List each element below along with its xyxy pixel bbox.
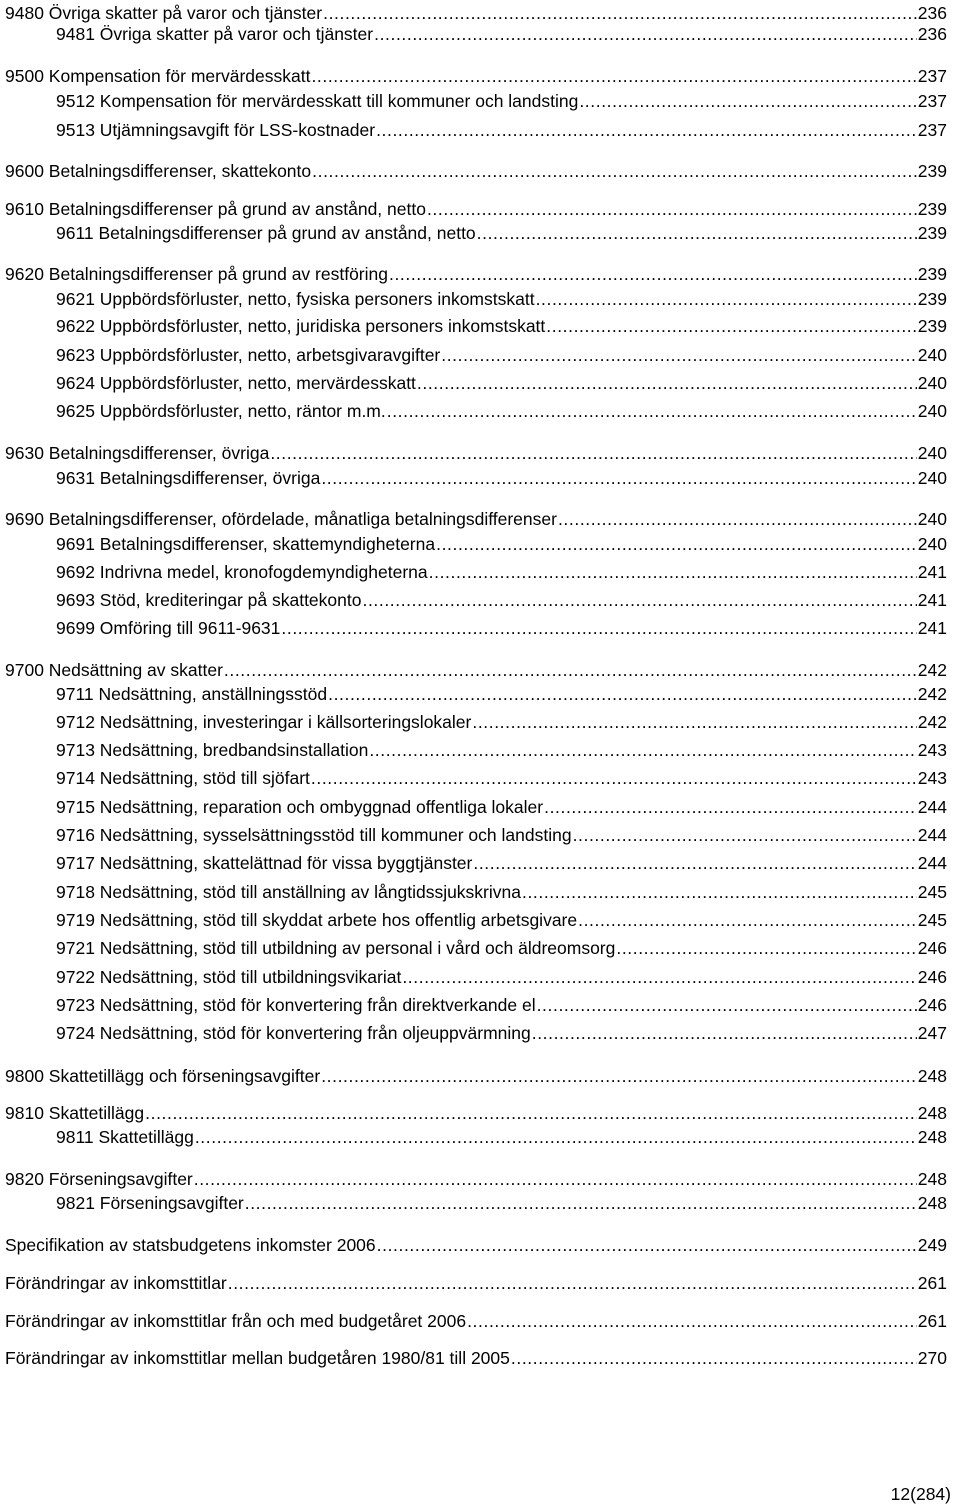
toc-dot-leader bbox=[376, 118, 917, 142]
toc-entry-page: 240 bbox=[917, 443, 947, 463]
toc-entry-label: 9714 Nedsättning, stöd till sjöfart bbox=[56, 768, 310, 788]
toc-entry-label: 9811 Skattetillägg bbox=[56, 1127, 194, 1147]
toc-entry-page: 242 bbox=[917, 684, 947, 704]
toc-entry-page: 239 bbox=[917, 199, 947, 219]
toc-entry-label: 9810 Skattetillägg bbox=[5, 1103, 145, 1123]
toc-entry-page: 236 bbox=[917, 24, 947, 44]
toc-entry-page: 243 bbox=[917, 768, 947, 788]
toc-entry[interactable] bbox=[56, 1191, 947, 1215]
toc-entry-label: 9718 Nedsättning, stöd till anställning av långtidssjukskrivna bbox=[56, 882, 521, 902]
toc-entry-label: 9711 Nedsättning, anställningsstöd bbox=[56, 684, 328, 704]
toc-entry[interactable] bbox=[5, 64, 947, 88]
toc-entry[interactable] bbox=[5, 507, 947, 531]
toc-entry[interactable] bbox=[56, 795, 947, 819]
toc-entry-page: 249 bbox=[917, 1235, 947, 1255]
toc-dot-leader bbox=[477, 221, 917, 245]
toc-dot-leader bbox=[387, 399, 917, 423]
toc-entry-label: 9800 Skattetillägg och förseningsavgifter bbox=[5, 1066, 321, 1086]
toc-entry[interactable] bbox=[5, 1346, 947, 1370]
toc-entry-page: 239 bbox=[917, 223, 947, 243]
page-number: 12(284) bbox=[890, 1484, 951, 1504]
toc-entry-label: 9713 Nedsättning, bredbandsinstallation bbox=[56, 740, 369, 760]
toc-entry[interactable] bbox=[56, 851, 947, 875]
toc-entry-page: 245 bbox=[917, 910, 947, 930]
toc-entry-label: 9693 Stöd, krediteringar på skattekonto bbox=[56, 590, 362, 610]
toc-entry-label: 9691 Betalningsdifferenser, skattemyndigheterna bbox=[56, 534, 436, 554]
toc-entry[interactable] bbox=[56, 823, 947, 847]
toc-entry-label: 9611 Betalningsdifferenser på grund av anstånd, netto bbox=[56, 223, 476, 243]
toc-entry[interactable] bbox=[56, 936, 947, 960]
toc-dot-leader bbox=[228, 1271, 917, 1295]
toc-entry-page: 240 bbox=[917, 345, 947, 365]
toc-entry[interactable] bbox=[56, 118, 947, 142]
toc-entry-page: 239 bbox=[917, 316, 947, 336]
toc-entry[interactable] bbox=[56, 908, 947, 932]
toc-dot-leader bbox=[472, 710, 916, 734]
toc-dot-leader bbox=[195, 1125, 917, 1149]
toc-entry-label: 9623 Uppbördsförluster, netto, arbetsgivaravgifter bbox=[56, 345, 441, 365]
toc-entry-page: 239 bbox=[917, 264, 947, 284]
toc-entry[interactable] bbox=[56, 738, 947, 762]
toc-entry[interactable] bbox=[56, 993, 947, 1017]
toc-entry-page: 246 bbox=[917, 938, 947, 958]
toc-dot-leader bbox=[522, 880, 917, 904]
toc-entry-label: 9700 Nedsättning av skatter bbox=[5, 660, 223, 680]
toc-dot-leader bbox=[558, 507, 917, 531]
toc-entry-label: 9717 Nedsättning, skattelättnad för vissa byggtjänster bbox=[56, 853, 473, 873]
toc-entry-page: 261 bbox=[917, 1311, 947, 1331]
toc-dot-leader bbox=[389, 262, 917, 286]
toc-dot-leader bbox=[417, 371, 917, 395]
toc-entry[interactable] bbox=[56, 22, 947, 46]
toc-entry-label: 9821 Förseningsavgifter bbox=[56, 1193, 244, 1213]
toc-dot-leader bbox=[473, 851, 916, 875]
toc-entry-label: 9724 Nedsättning, stöd för konvertering från oljeuppvärmning bbox=[56, 1023, 531, 1043]
toc-entry-page: 241 bbox=[917, 562, 947, 582]
toc-entry-label: 9620 Betalningsdifferenser på grund av restföring bbox=[5, 264, 388, 284]
toc-entry[interactable] bbox=[5, 159, 947, 183]
toc-dot-leader bbox=[578, 908, 917, 932]
toc-dot-leader bbox=[321, 1064, 917, 1088]
toc-entry[interactable] bbox=[56, 588, 947, 612]
toc-entry-label: 9721 Nedsättning, stöd till utbildning av personal i vård och äldreomsorg bbox=[56, 938, 616, 958]
toc-dot-leader bbox=[511, 1346, 917, 1370]
toc-entry-page: 240 bbox=[917, 509, 947, 529]
toc-entry-label: 9631 Betalningsdifferenser, övriga bbox=[56, 468, 321, 488]
toc-entry-label: 9699 Omföring till 9611-9631 bbox=[56, 618, 281, 638]
toc-entry-page: 248 bbox=[917, 1066, 947, 1086]
toc-entry-page: 270 bbox=[917, 1348, 947, 1368]
toc-entry-page: 245 bbox=[917, 882, 947, 902]
toc-dot-leader bbox=[311, 64, 916, 88]
toc-entry-page: 248 bbox=[917, 1127, 947, 1147]
toc-entry-page: 248 bbox=[917, 1169, 947, 1189]
toc-entry-label: Förändringar av inkomsttitlar mellan budgetåren 1980/81 till 2005 bbox=[5, 1348, 510, 1368]
toc-entry[interactable] bbox=[56, 371, 947, 395]
toc-dot-leader bbox=[436, 532, 917, 556]
toc-entry[interactable] bbox=[56, 1021, 947, 1045]
toc-entry-label: 9621 Uppbördsförluster, netto, fysiska personers inkomstskatt bbox=[56, 289, 535, 309]
toc-entry[interactable] bbox=[5, 197, 947, 221]
toc-entry[interactable] bbox=[56, 682, 947, 706]
toc-dot-leader bbox=[312, 159, 917, 183]
toc-dot-leader bbox=[194, 1167, 917, 1191]
toc-entry-page: 237 bbox=[917, 66, 947, 86]
toc-dot-leader bbox=[145, 1101, 917, 1125]
toc-entry-page: 240 bbox=[917, 373, 947, 393]
toc-dot-leader bbox=[377, 1233, 917, 1257]
toc-entry-label: 9716 Nedsättning, sysselsättningsstöd till kommuner och landsting bbox=[56, 825, 572, 845]
toc-entry[interactable] bbox=[56, 466, 947, 490]
toc-entry[interactable] bbox=[56, 710, 947, 734]
toc-entry-page: 239 bbox=[917, 289, 947, 309]
toc-entry-page: 237 bbox=[917, 120, 947, 140]
toc-entry-page: 244 bbox=[917, 853, 947, 873]
toc-entry-page: 261 bbox=[917, 1273, 947, 1293]
toc-dot-leader bbox=[536, 287, 917, 311]
toc-entry-label: 9624 Uppbördsförluster, netto, mervärdesskatt bbox=[56, 373, 416, 393]
toc-entry-page: 240 bbox=[917, 468, 947, 488]
toc-entry-label: 9690 Betalningsdifferenser, ofördelade, månatliga betalningsdifferenser bbox=[5, 509, 557, 529]
toc-entry-label: 9722 Nedsättning, stöd till utbildningsvikariat bbox=[56, 967, 402, 987]
toc-entry-page: 246 bbox=[917, 995, 947, 1015]
toc-entry-label: 9820 Förseningsavgifter bbox=[5, 1169, 193, 1189]
toc-dot-leader bbox=[537, 993, 917, 1017]
toc-entry[interactable] bbox=[5, 1233, 947, 1257]
toc-entry-page: 239 bbox=[917, 161, 947, 181]
toc-dot-leader bbox=[467, 1309, 917, 1333]
toc-entry[interactable] bbox=[5, 1309, 947, 1333]
toc-entry[interactable] bbox=[56, 1125, 947, 1149]
toc-entry[interactable] bbox=[56, 89, 947, 113]
toc-entry-label: Specifikation av statsbudgetens inkomster 2006 bbox=[5, 1235, 376, 1255]
toc-entry[interactable] bbox=[56, 880, 947, 904]
toc-entry[interactable] bbox=[56, 560, 947, 584]
toc-entry-label: Förändringar av inkomsttitlar bbox=[5, 1273, 227, 1293]
toc-entry-label: Förändringar av inkomsttitlar från och med budgetåret 2006 bbox=[5, 1311, 467, 1331]
toc-entry-label: 9630 Betalningsdifferenser, övriga bbox=[5, 443, 270, 463]
toc-dot-leader bbox=[402, 965, 916, 989]
toc-entry[interactable] bbox=[56, 287, 947, 311]
toc-dot-leader bbox=[427, 197, 917, 221]
toc-entry-label: 9600 Betalningsdifferenser, skattekonto bbox=[5, 161, 312, 181]
toc-entry[interactable] bbox=[5, 1271, 947, 1295]
toc-entry[interactable] bbox=[5, 441, 947, 465]
toc-dot-leader bbox=[328, 682, 917, 706]
toc-entry[interactable] bbox=[56, 965, 947, 989]
toc-entry-page: 246 bbox=[917, 967, 947, 987]
toc-dot-leader bbox=[374, 22, 917, 46]
toc-entry-page: 242 bbox=[917, 660, 947, 680]
toc-entry-page: 243 bbox=[917, 740, 947, 760]
toc-entry-label: 9692 Indrivna medel, kronofogdemyndigheterna bbox=[56, 562, 428, 582]
toc-dot-leader bbox=[579, 89, 916, 113]
toc-dot-leader bbox=[532, 1021, 917, 1045]
toc-entry[interactable] bbox=[56, 399, 947, 423]
toc-dot-leader bbox=[281, 616, 916, 640]
toc-entry-page: 240 bbox=[917, 401, 947, 421]
toc-dot-leader bbox=[224, 658, 917, 682]
toc-dot-leader bbox=[546, 314, 917, 338]
toc-dot-leader bbox=[429, 560, 917, 584]
toc-entry-label: 9622 Uppbördsförluster, netto, juridiska personers inkomstskatt bbox=[56, 316, 546, 336]
toc-entry-label: 9610 Betalningsdifferenser på grund av anstånd, netto bbox=[5, 199, 426, 219]
toc-dot-leader bbox=[441, 343, 917, 367]
toc-entry-page: 247 bbox=[917, 1023, 947, 1043]
toc-entry[interactable] bbox=[56, 616, 947, 640]
toc-entry-page: 248 bbox=[917, 1103, 947, 1123]
toc-entry-label: 9715 Nedsättning, reparation och ombyggnad offentliga lokaler bbox=[56, 797, 544, 817]
toc-dot-leader bbox=[245, 1191, 917, 1215]
toc-entry[interactable] bbox=[5, 1101, 947, 1125]
toc-entry-page: 240 bbox=[917, 534, 947, 554]
toc-entry-page: 237 bbox=[917, 91, 947, 111]
toc-dot-leader bbox=[616, 936, 916, 960]
toc-entry-label: 9512 Kompensation för mervärdesskatt till kommuner och landsting bbox=[56, 91, 579, 111]
toc-dot-leader bbox=[270, 441, 916, 465]
toc-dot-leader bbox=[369, 738, 916, 762]
toc-entry[interactable] bbox=[5, 1167, 947, 1191]
toc-entry[interactable] bbox=[56, 314, 947, 338]
toc-entry[interactable] bbox=[5, 262, 947, 286]
toc-entry[interactable] bbox=[56, 532, 947, 556]
toc-entry-page: 244 bbox=[917, 825, 947, 845]
toc-entry-label: 9513 Utjämningsavgift för LSS-kostnader bbox=[56, 120, 376, 140]
toc-entry-label: 9723 Nedsättning, stöd för konvertering från direktverkande el bbox=[56, 995, 536, 1015]
toc-entry[interactable] bbox=[56, 221, 947, 245]
toc-entry-label: 9480 Övriga skatter på varor och tjänster bbox=[5, 3, 323, 23]
toc-entry-label: 9500 Kompensation för mervärdesskatt bbox=[5, 66, 311, 86]
toc-entry-label: 9719 Nedsättning, stöd till skyddat arbete hos offentlig arbetsgivare bbox=[56, 910, 578, 930]
toc-dot-leader bbox=[362, 588, 916, 612]
toc-entry[interactable] bbox=[5, 1064, 947, 1088]
toc-dot-leader bbox=[544, 795, 917, 819]
toc-entry-page: 241 bbox=[917, 618, 947, 638]
toc-entry-page: 236 bbox=[917, 3, 947, 23]
toc-entry-page: 248 bbox=[917, 1193, 947, 1213]
toc-dot-leader bbox=[573, 823, 917, 847]
toc-entry-label: 9712 Nedsättning, investeringar i källsorteringslokaler bbox=[56, 712, 472, 732]
toc-entry-page: 244 bbox=[917, 797, 947, 817]
toc-entry-page: 242 bbox=[917, 712, 947, 732]
toc-entry-page: 241 bbox=[917, 590, 947, 610]
toc-entry[interactable] bbox=[56, 343, 947, 367]
toc-entry[interactable] bbox=[56, 766, 947, 790]
toc-entry[interactable] bbox=[5, 658, 947, 682]
toc-dot-leader bbox=[311, 766, 917, 790]
toc-entry-label: 9625 Uppbördsförluster, netto, räntor m.m. bbox=[56, 401, 386, 421]
toc-dot-leader bbox=[321, 466, 916, 490]
toc-entry-label: 9481 Övriga skatter på varor och tjänster bbox=[56, 24, 374, 44]
